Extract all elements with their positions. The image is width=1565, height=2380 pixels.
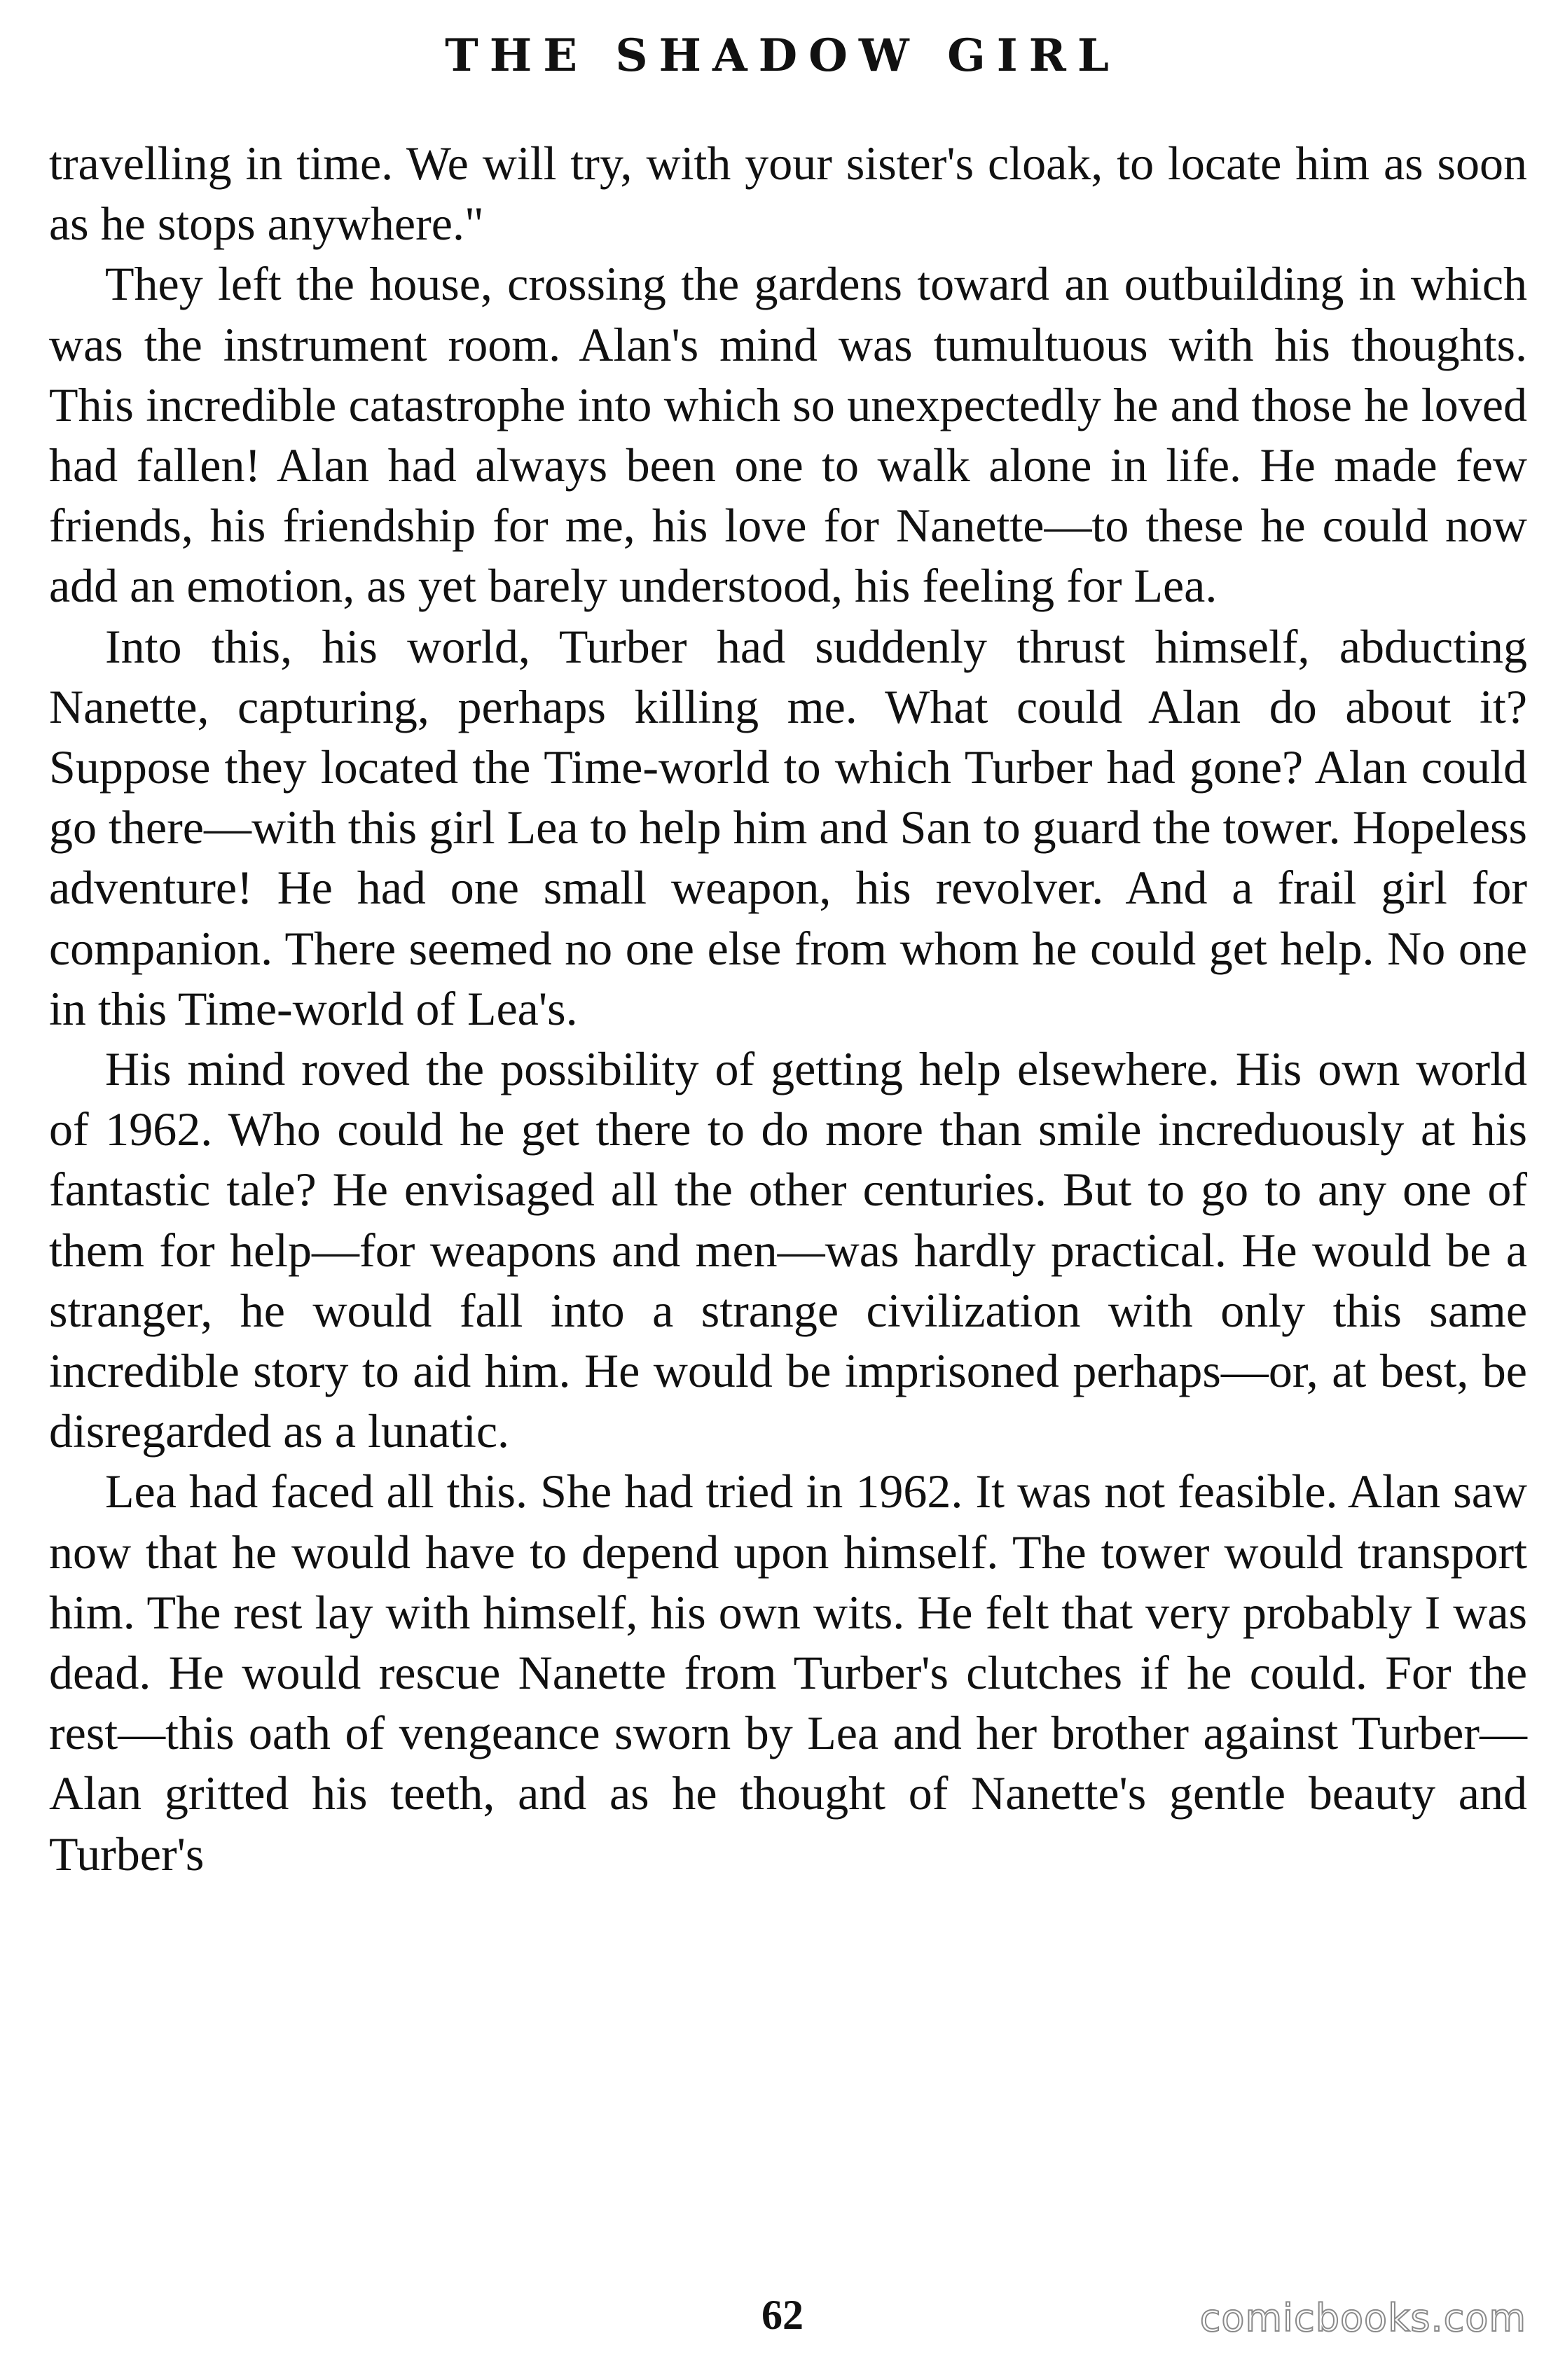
paragraph-1: travelling in time. We will try, with your sister's cloak, to locate him as soon as he stops anywhere." [49, 137, 1527, 251]
paragraph-3: Into this, his world, Turber had suddenly thrust himself, abducting Nanette, capturing, perhaps killing me. What could Alan do about it? Suppose they located the Time-world to which Turber had gone? Alan could go there—with this girl Lea to help him and San to guard the tower. Hopeless adventure! He had one small weapon, his revolver. And a frail girl for companion. There seemed no one else from whom he could get help. No one in this Time-world of Lea's. [49, 619, 1527, 1035]
page-number: 62 [761, 2292, 804, 2338]
site-watermark: comicbooks.com [1199, 2296, 1526, 2340]
body-text [49, 133, 1527, 1884]
paragraph-5: Lea had faced all this. She had tried in 1962. It was not feasible. Alan saw now that he would have to depend upon himself. The tower would transport him. The rest lay with himself, his own wits. He felt that very probably I was dead. He would rescue Nanette from Turber's clutches if he could. For the rest—this oath of vengeance sworn by Lea and her brother against Turber—Alan gritted his teeth, and as he thought of Nanette's gentle beauty and Turber's [49, 1465, 1527, 1881]
running-title: THE SHADOW GIRL [445, 29, 1120, 82]
paragraph-4: His mind roved the possibility of getting help elsewhere. His own world of 1962. Who could he get there to do more than smile increduously at his fantastic tale? He envisaged all the other centuries. But to go to any one of them for help—for weapons and men—was hardly practical. He would be a stranger, he would fall into a strange civilization with only this same incredible story to aid him. He would be imprisoned perhaps—or, at best, be disregarded as a lunatic. [49, 1042, 1527, 1458]
paragraph-2: They left the house, crossing the gardens toward an outbuilding in which was the instrument room. Alan's mind was tumultuous with his thoughts. This incredible catastrophe into which so unexpectedly he and those he loved had fallen! Alan had always been one to walk alone in life. He made few friends, his friendship for me, his love for Nanette—to these he could now add an emotion, as yet barely understood, his feeling for Lea. [49, 257, 1527, 613]
